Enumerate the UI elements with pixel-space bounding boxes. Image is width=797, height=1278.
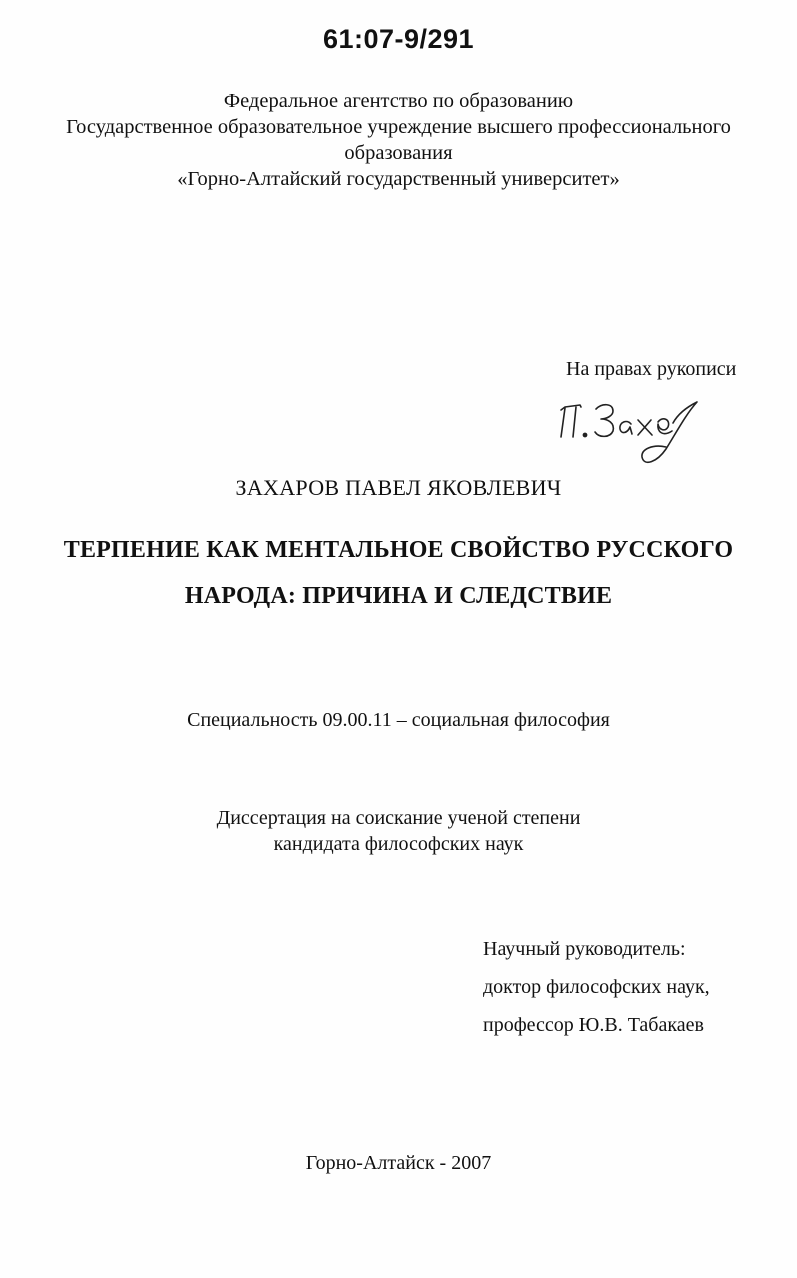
title-line-1: ТЕРПЕНИЕ КАК МЕНТАЛЬНОЕ СВОЙСТВО РУССКОГО — [63, 537, 734, 563]
institution-type: Государственное образовательное учреждение высшего профессионального — [66, 116, 731, 138]
title-line-2: НАРОДА: ПРИЧИНА И СЛЕДСТВИЕ — [184, 583, 613, 609]
degree-block — [0, 805, 797, 857]
institution-name: «Горно-Алтайский государственный университет» — [177, 168, 620, 190]
archive-code: 61:07-9/291 — [322, 24, 475, 54]
supervisor-block — [483, 930, 710, 1044]
institution-block — [0, 88, 797, 192]
specialty: Специальность 09.00.11 – социальная философия — [187, 709, 610, 731]
institution-type-cont: образования — [344, 142, 453, 164]
city-year: Горно-Алтайск - 2007 — [305, 1152, 492, 1174]
author-name: ЗАХАРОВ ПАВЕЛ ЯКОВЛЕВИЧ — [235, 475, 562, 500]
supervisor-degree: доктор философских наук, — [483, 976, 710, 998]
supervisor-label: Научный руководитель: — [483, 938, 686, 960]
author-signature — [555, 388, 715, 478]
institution-agency: Федеральное агентство по образованию — [223, 90, 574, 112]
dissertation-purpose: Диссертация на соискание ученой степени — [216, 807, 581, 829]
dissertation-degree: кандидата философских наук — [273, 833, 524, 855]
dissertation-title — [0, 527, 797, 619]
manuscript-note: На правах рукописи — [566, 358, 737, 380]
supervisor-name: профессор Ю.В. Табакаев — [483, 1014, 704, 1036]
